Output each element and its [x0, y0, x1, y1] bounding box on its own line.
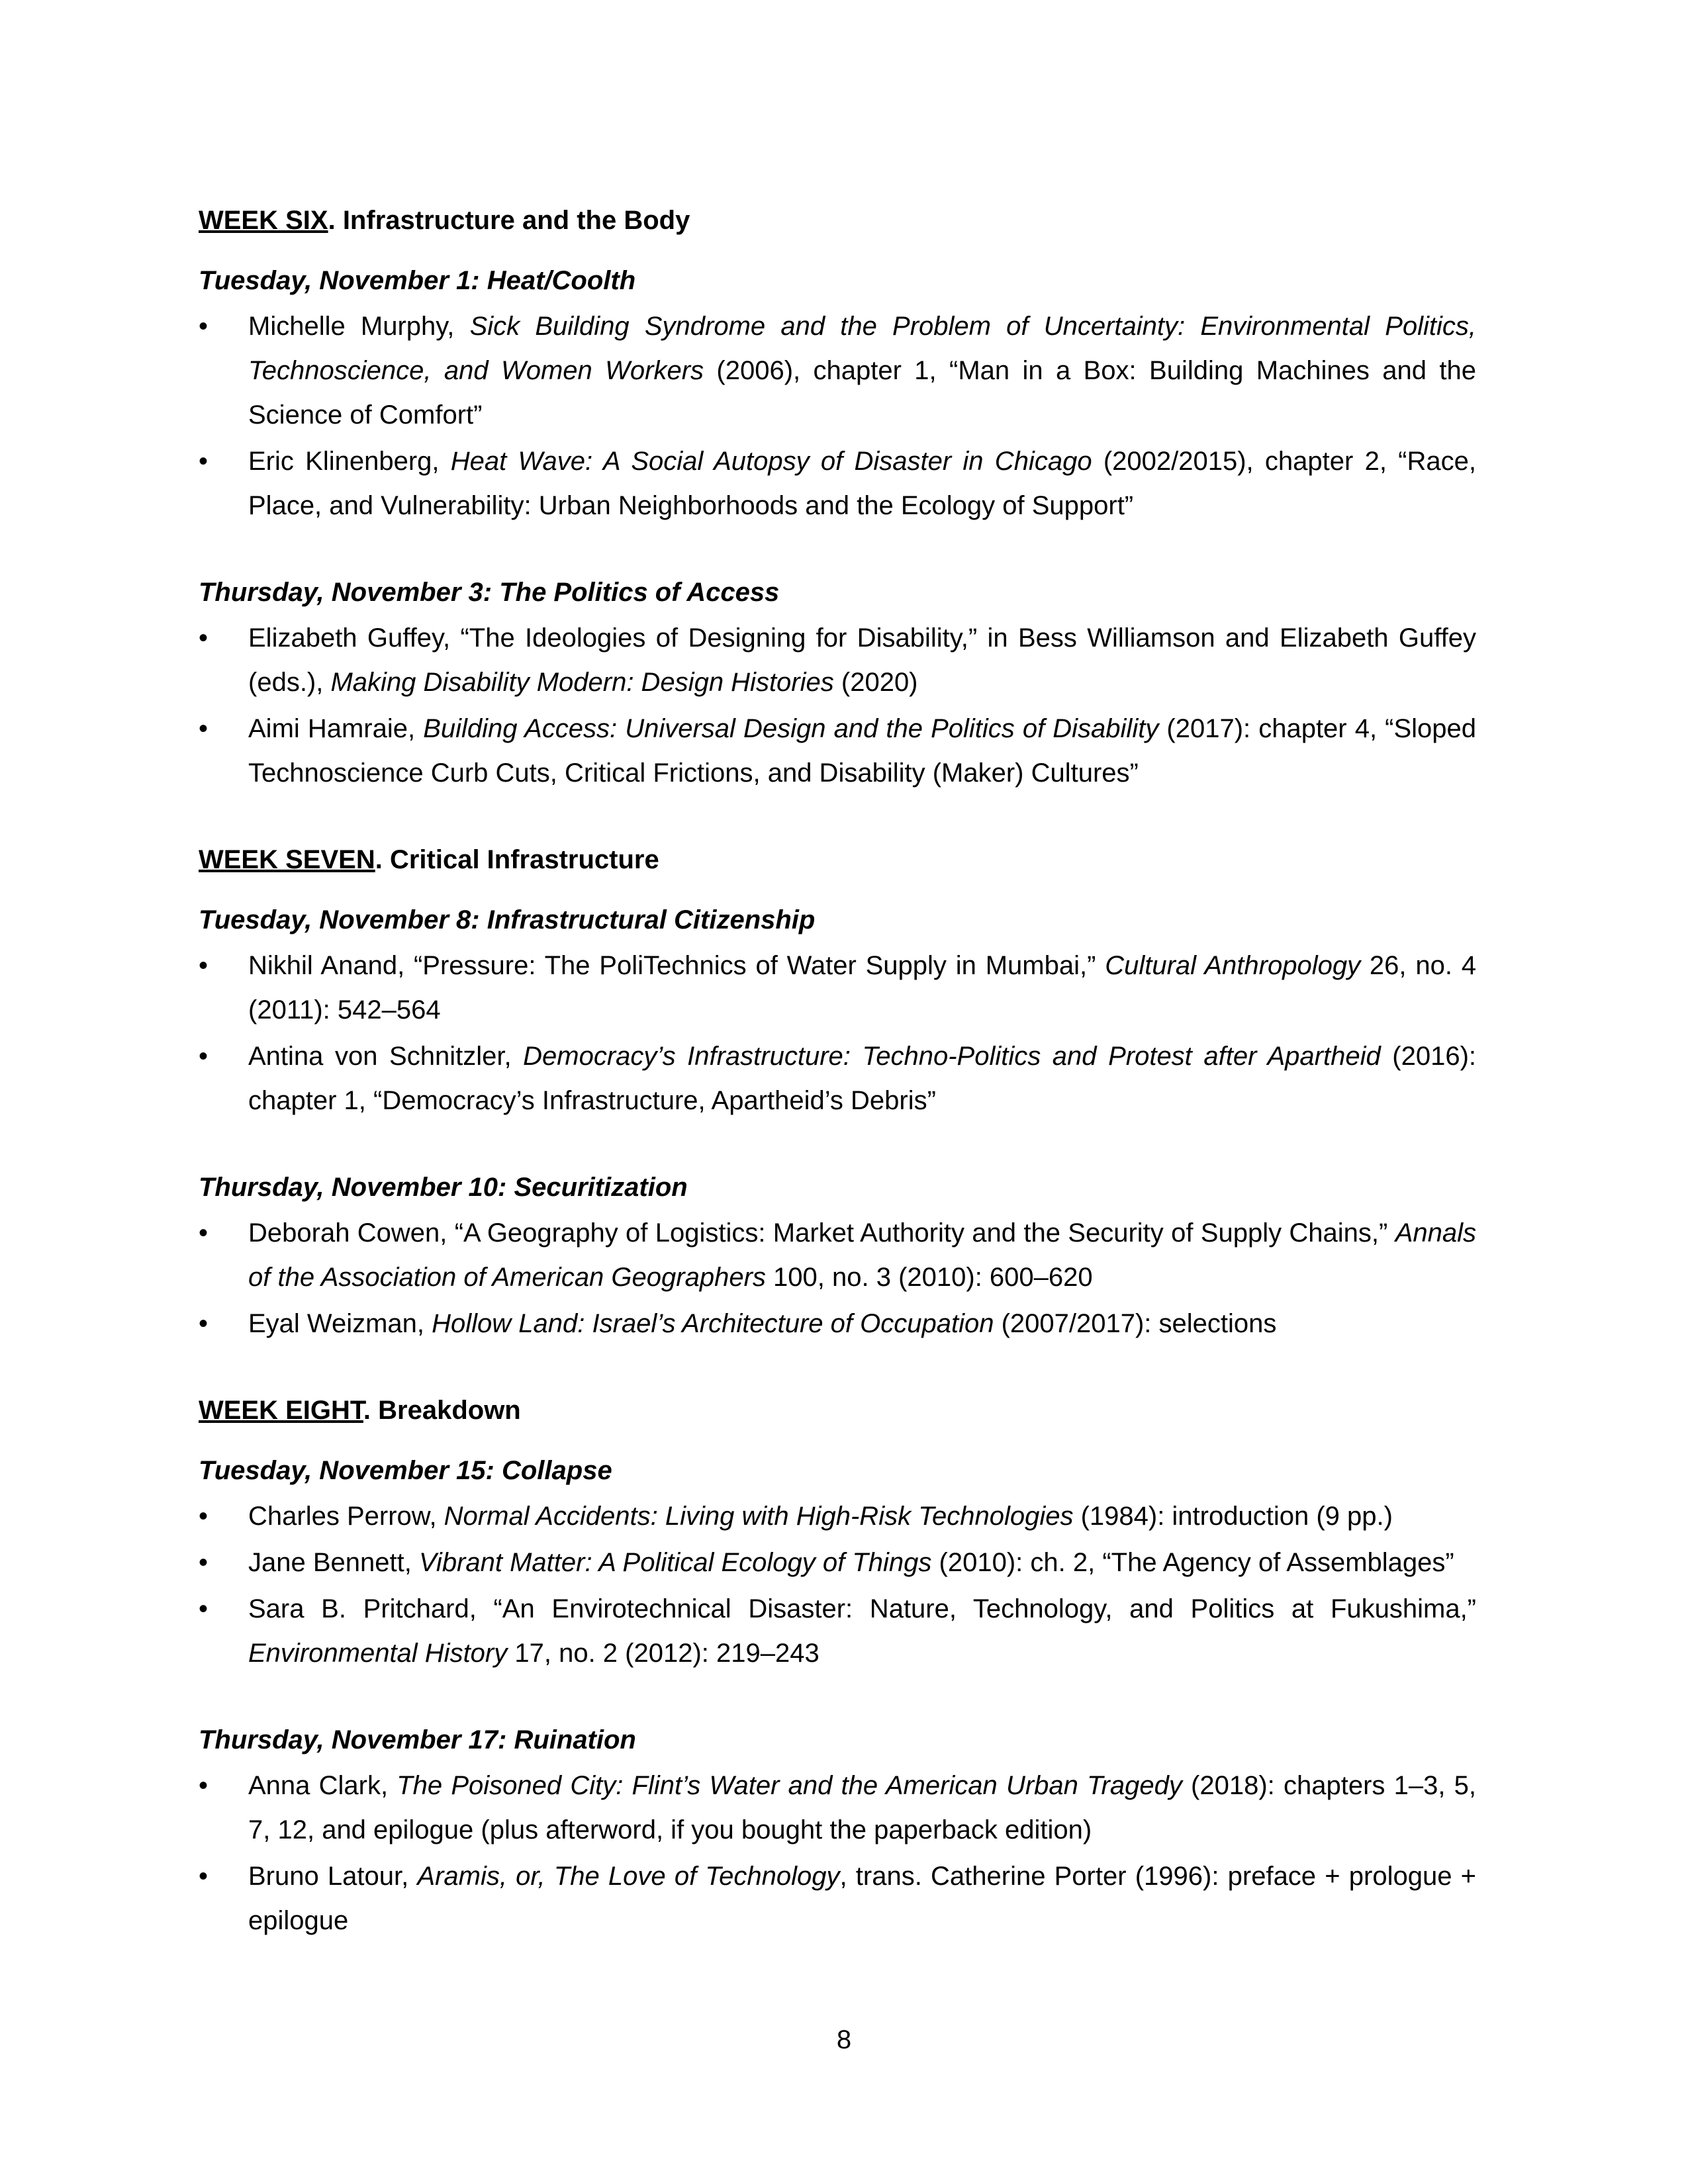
- reading-author: Eric Klinenberg,: [248, 447, 451, 476]
- bullet-icon: •: [199, 1309, 209, 1338]
- bullet-icon: •: [199, 447, 209, 476]
- reading-title: Vibrant Matter: A Political Ecology of Things: [418, 1548, 932, 1577]
- reading-author: Anna Clark,: [248, 1771, 397, 1800]
- bullet-icon: •: [199, 1502, 209, 1531]
- week-heading: [199, 199, 1476, 243]
- page-number: 8: [836, 2025, 852, 2054]
- reading-author: Eyal Weizman,: [248, 1309, 432, 1338]
- bullet-icon: •: [199, 312, 209, 341]
- week-section: [199, 838, 1476, 1346]
- reading-title: Annals of the Association of American Geographers: [248, 1218, 1476, 1292]
- reading-details: (2020): [833, 668, 918, 697]
- reading-author: Antina von Schnitzler,: [248, 1042, 524, 1071]
- bullet-icon: •: [199, 951, 209, 980]
- session-heading: Tuesday, November 15: Collapse: [199, 1456, 612, 1485]
- reading-title: Hollow Land: Israel’s Architecture of Occupation: [432, 1309, 994, 1338]
- session-heading: Tuesday, November 8: Infrastructural Citizenship: [199, 905, 816, 934]
- reading-author: Bruno Latour,: [248, 1862, 418, 1891]
- reading-title: Environmental History: [248, 1639, 508, 1668]
- reading-author: Michelle Murphy,: [248, 312, 470, 341]
- reading-item: [199, 1494, 1476, 1539]
- bullet-icon: •: [199, 1771, 209, 1800]
- reading-list: [199, 304, 1476, 528]
- reading-list: [199, 944, 1476, 1123]
- reading-item: [199, 944, 1476, 1032]
- reading-item: [199, 1764, 1476, 1852]
- syllabus-content: [199, 199, 1476, 1985]
- week-section: [199, 199, 1476, 796]
- reading-details: (2007/2017): selections: [994, 1309, 1277, 1338]
- session: [199, 1449, 1476, 1676]
- bullet-icon: •: [199, 1548, 209, 1577]
- reading-details: (2018): chapters 1–3, 5, 7, 12, and epilogue (plus afterword, if you bought the paperback edition): [248, 1771, 1476, 1844]
- reading-author: Sara B. Pritchard, “An Envirotechnical Disaster: Nature, Technology, and Politics at Fukushima,”: [248, 1594, 1476, 1623]
- reading-author: Nikhil Anand, “Pressure: The PoliTechnics of Water Supply in Mumbai,”: [248, 951, 1105, 980]
- bullet-icon: •: [199, 1042, 209, 1071]
- week-heading: [199, 838, 1476, 882]
- session-heading: Thursday, November 10: Securitization: [199, 1173, 688, 1202]
- reading-item: [199, 1211, 1476, 1300]
- week-section: [199, 1388, 1476, 1943]
- reading-item: [199, 1587, 1476, 1676]
- reading-item: [199, 439, 1476, 528]
- bullet-icon: •: [199, 714, 209, 743]
- session-heading: Tuesday, November 1: Heat/Coolth: [199, 266, 636, 295]
- week-title: . Breakdown: [363, 1396, 521, 1425]
- reading-title: Normal Accidents: Living with High-Risk Technologies: [444, 1502, 1074, 1531]
- reading-details: (2016): chapter 1, “Democracy’s Infrastructure, Apartheid’s Debris”: [248, 1042, 1477, 1115]
- session-heading: Thursday, November 3: The Politics of Access: [199, 578, 780, 607]
- reading-item: [199, 1854, 1476, 1943]
- bullet-icon: •: [199, 1594, 209, 1623]
- week-label: WEEK SEVEN: [199, 845, 375, 874]
- reading-item: [199, 1302, 1476, 1346]
- reading-list: [199, 1494, 1476, 1676]
- reading-details: (2010): ch. 2, “The Agency of Assemblages”: [931, 1548, 1454, 1577]
- week-label: WEEK EIGHT: [199, 1396, 363, 1425]
- reading-author: Elizabeth Guffey, “The Ideologies of Designing for Disability,” in Bess Williamson and Elizabeth Guffey (eds.),: [248, 623, 1476, 697]
- reading-author: Deborah Cowen, “A Geography of Logistics: Market Authority and the Security of Supply Chains,”: [248, 1218, 1395, 1248]
- reading-list: [199, 616, 1476, 796]
- reading-item: [199, 707, 1476, 796]
- week-title: . Critical Infrastructure: [375, 845, 659, 874]
- week-heading: [199, 1388, 1476, 1433]
- reading-title: Making Disability Modern: Design Histories: [330, 668, 834, 697]
- reading-details: (2017): chapter 4, “Sloped Technoscience Curb Cuts, Critical Frictions, and Disability (Maker) Cultures”: [248, 714, 1477, 788]
- reading-details: , trans. Catherine Porter (1996): preface + prologue + epilogue: [248, 1862, 1476, 1935]
- reading-details: 100, no. 3 (2010): 600–620: [765, 1263, 1093, 1292]
- reading-details: (1984): introduction (9 pp.): [1073, 1502, 1393, 1531]
- session: [199, 1718, 1476, 1943]
- session: [199, 898, 1476, 1123]
- reading-title: Building Access: Universal Design and the Politics of Disability: [423, 714, 1159, 743]
- bullet-icon: •: [199, 623, 209, 653]
- reading-title: Heat Wave: A Social Autopsy of Disaster in Chicago: [450, 447, 1092, 476]
- reading-author: Charles Perrow,: [248, 1502, 444, 1531]
- reading-author: Aimi Hamraie,: [248, 714, 424, 743]
- reading-author: Jane Bennett,: [248, 1548, 419, 1577]
- reading-item: [199, 1541, 1476, 1585]
- reading-list: [199, 1764, 1476, 1943]
- reading-title: Democracy’s Infrastructure: Techno-Politics and Protest after Apartheid: [523, 1042, 1381, 1071]
- session: [199, 1165, 1476, 1346]
- reading-details: (2002/2015), chapter 2, “Race, Place, and Vulnerability: Urban Neighborhoods and the Ecology of Support”: [248, 447, 1476, 520]
- reading-title: The Poisoned City: Flint’s Water and the American Urban Tragedy: [397, 1771, 1182, 1800]
- reading-details: 17, no. 2 (2012): 219–243: [507, 1639, 820, 1668]
- session-heading: Thursday, November 17: Ruination: [199, 1725, 636, 1754]
- reading-item: [199, 1034, 1476, 1123]
- reading-details: (2006), chapter 1, “Man in a Box: Building Machines and the Science of Comfort”: [248, 356, 1477, 430]
- week-title: . Infrastructure and the Body: [328, 206, 690, 235]
- reading-details: 26, no. 4 (2011): 542–564: [248, 951, 1477, 1024]
- reading-item: [199, 616, 1476, 705]
- bullet-icon: •: [199, 1862, 209, 1891]
- reading-title: Sick Building Syndrome and the Problem of Uncertainty: Environmental Politics, Technoscience, and Women Workers: [248, 312, 1477, 385]
- reading-title: Aramis, or, The Love of Technology: [417, 1862, 840, 1891]
- session: [199, 570, 1476, 796]
- reading-title: Cultural Anthropology: [1105, 951, 1361, 980]
- bullet-icon: •: [199, 1218, 209, 1248]
- reading-list: [199, 1211, 1476, 1346]
- session: [199, 259, 1476, 528]
- reading-item: [199, 304, 1476, 437]
- week-label: WEEK SIX: [199, 206, 328, 235]
